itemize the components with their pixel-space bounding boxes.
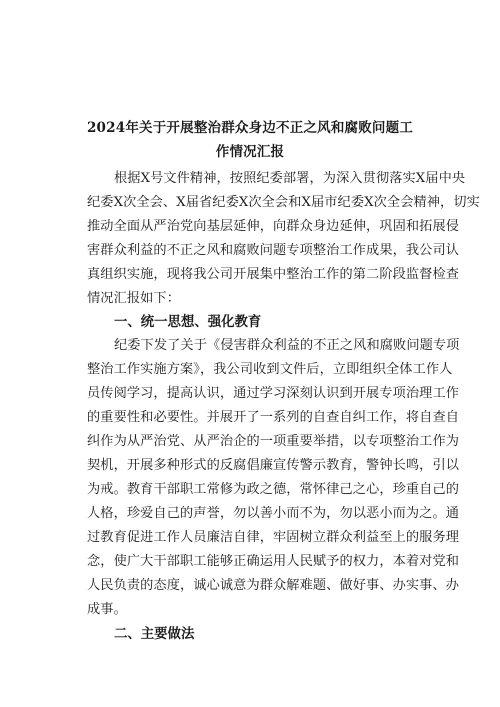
intro-line: 真组织实施，现将我公司开展集中整治工作的第二阶段监督检查	[87, 267, 460, 282]
section1-line: 的重要性和必要性。并展开了一系列的自查自纠工作，将自查自	[87, 410, 460, 425]
section-heading-2: 二、主要做法	[114, 626, 195, 642]
intro-line: 根据X号文件精神，按照纪委部署，为深入贯彻落实X届中央	[114, 171, 466, 186]
intro-line: 害群众利益的不正之风和腐败问题专项整治工作成果，我公司认	[87, 243, 460, 258]
section1-line: 过教育促进工作人员廉洁自律，牢固树立群众利益至上的服务理	[87, 530, 460, 545]
intro-line: 情况汇报如下：	[87, 291, 181, 306]
section1-line: 纠作为从严治党、从严治企的一项重要举措，以专项整治工作为	[87, 434, 460, 449]
section-heading-1: 一、统一思想、强化教育	[114, 314, 262, 330]
section1-line: 为戒。教育干部职工常修为政之德，常怀律己之心，珍重自己的	[87, 482, 460, 497]
section1-line: 人民负责的态度，诚心诚意为群众解难题、做好事、办实事、办	[87, 578, 460, 593]
intro-line: 纪委X次全会、X届省纪委X次全会和X届市纪委X次全会精神，切实	[87, 195, 480, 210]
section1-line: 纪委下发了关于《侵害群众利益的不正之风和腐败问题专项	[114, 338, 460, 353]
document-title-line-1: 2024年关于开展整治群众身边不正之风和腐败问题工	[86, 120, 414, 136]
section1-line: 员传阅学习，提高认识，通过学习深刻认识到开展专项治理工作	[87, 386, 460, 401]
section1-line: 人格，珍爱自己的声誉，勿以善小而不为，勿以恶小而为之。通	[87, 506, 460, 521]
section1-line: 成事。	[87, 602, 127, 617]
document-title-line-2: 作情况汇报	[215, 144, 285, 160]
section1-line: 整治工作实施方案》，我公司收到文件后，立即组织全体工作人	[87, 362, 453, 377]
section1-line: 念，使广大干部职工能够正确运用人民赋予的权力，本着对党和	[87, 554, 460, 569]
intro-line: 推动全面从严治党向基层延伸，向群众身边延伸，巩固和拓展侵	[87, 219, 460, 234]
section1-line: 契机，开展多种形式的反腐倡廉宣传警示教育，警钟长鸣，引以	[87, 458, 460, 473]
